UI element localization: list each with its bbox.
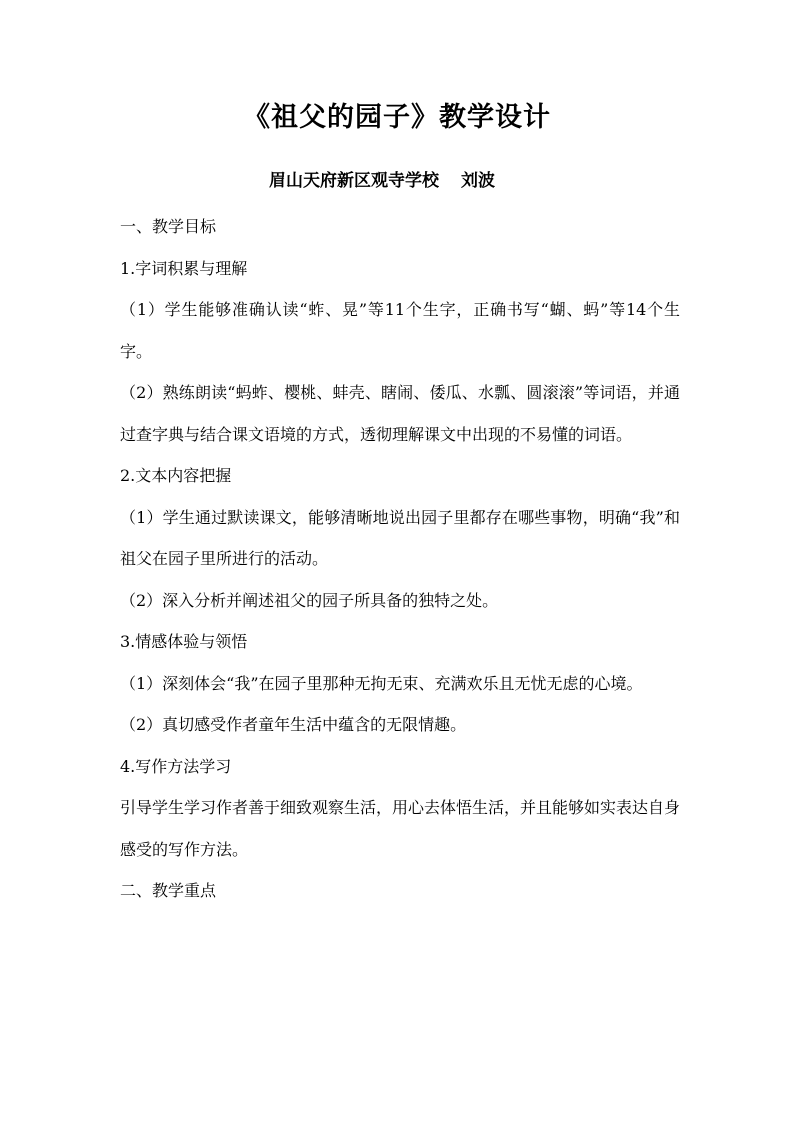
subheading-writing: 4.写作方法学习: [120, 756, 232, 776]
paragraph-writing: 引导学生学习作者善于细致观察生活，用心去体悟生活，并且能够如实表达自身感受的写作方法。: [120, 798, 681, 859]
subheading-content: 2.文本内容把握: [120, 466, 232, 485]
author-school: 眉山天府新区观寺学校: [269, 171, 439, 191]
section-heading-key-points: 二、教学重点: [120, 881, 217, 900]
author-line: [0, 166, 764, 196]
document-title: 《祖父的园子》教学设计: [243, 102, 551, 133]
paragraph-emotion-1: （1）深刻体会“我”在园子里那种无拘无束、充满欢乐且无忧无虑的心境。: [120, 673, 643, 693]
section-heading-objectives: 一、教学目标: [120, 217, 217, 236]
paragraph-content-2: （2）深入分析并阐述祖父的园子所具备的独特之处。: [120, 590, 499, 610]
paragraph-vocabulary-1: （1）学生能够准确认读“蚱、晃”等11个生字，正确书写“蝴、蚂”等14个生字。: [120, 300, 680, 361]
author-name: 刘波: [461, 171, 495, 191]
paragraph-content-1: （1）学生通过默读课文，能够清晰地说出园子里都存在哪些事物，明确“我”和祖父在园子里所进行的活动。: [120, 507, 680, 568]
subheading-vocabulary: 1.字词积累与理解: [120, 258, 248, 278]
subheading-emotion: 3.情感体验与领悟: [120, 632, 248, 651]
document-body: [120, 206, 680, 912]
paragraph-vocabulary-2: （2）熟练朗读“蚂蚱、樱桃、蚌壳、瞎闹、倭瓜、水瓢、圆滚滚”等词语，并通过查字典与结合课文语境的方式，透彻理解课文中出现的不易懂的词语。: [120, 383, 680, 444]
paragraph-emotion-2: （2）真切感受作者童年生活中蕴含的无限情趣。: [120, 715, 467, 734]
